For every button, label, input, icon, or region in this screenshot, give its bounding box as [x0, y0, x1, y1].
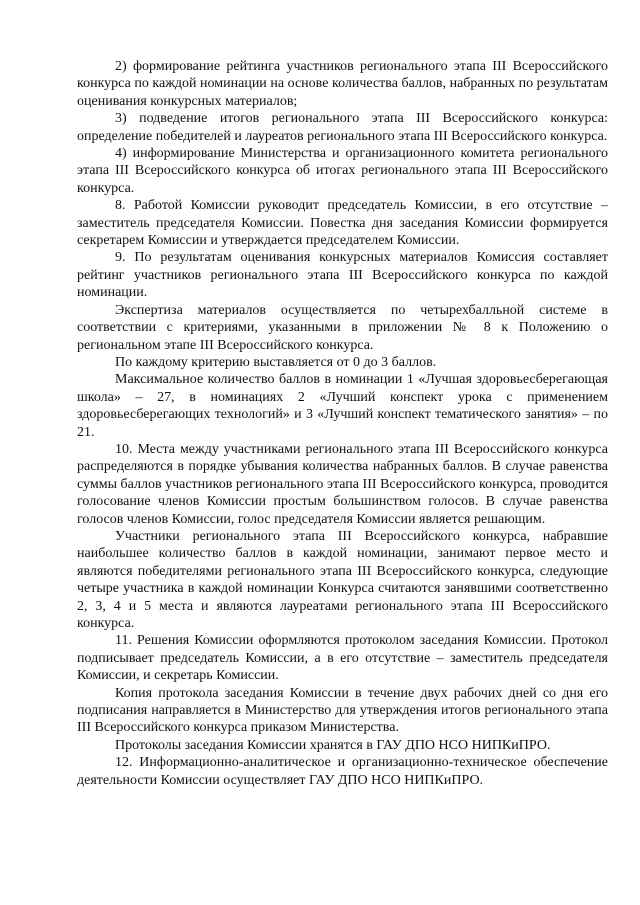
document-body [77, 58, 608, 789]
paragraph-criteria-score: По каждому критерию выставляется от 0 до 3 баллов. [115, 354, 437, 370]
paragraph-expertise: Экспертиза материалов осуществляется по четырехбалльной системе в соответствии с критериями, указанными в приложении № 8 к Положению о региональном этапе III Всероссийского конкурса. [77, 302, 608, 353]
paragraph-protocol-copy: Копия протокола заседания Комиссии в течение двух рабочих дней со дня его подписания направляется в Министерство для утверждения итогов регионального этапа III Всероссийского конкурса приказом Министерства. [77, 685, 608, 736]
paragraph-clause-8: 8. Работой Комиссии руководит председатель Комиссии, в его отсутствие – заместитель председателя Комиссии. Повестка дня заседания Комиссии формируется секретарем Комиссии и утверждается председателем Комиссии. [77, 198, 608, 249]
paragraph-winners: Участники регионального этапа III Всероссийского конкурса, набравшие наибольшее количество баллов в каждой номинации, занимают первое место и являются победителями регионального этапа III Всероссийского конкурса, следующие четыре участника в каждой номинации Конкурса считаются занявшими соответственно 2, 3, 4 и 5 места и являются лауреатами регионального этапа III Всероссийского конкурса. [77, 528, 608, 631]
paragraph-clause-9: 9. По результатам оценивания конкурсных материалов Комиссия составляет рейтинг участников регионального этапа III Всероссийского конкурса по каждой номинации. [77, 250, 608, 301]
paragraph-clause-10: 10. Места между участниками регионального этапа III Всероссийского конкурса распределяются в порядке убывания количества набранных баллов. В случае равенства суммы баллов участников регионального этапа III Всероссийского конкурса, проводится голосование членов Комиссии простым большинством голосов. В случае равенства голосов членов Комиссии, голос председателя Комиссии является решающим. [77, 441, 608, 527]
paragraph-clause-12: 12. Информационно-аналитическое и организационно-техническое обеспечение деятельности Комиссии осуществляет ГАУ ДПО НСО НИПКиПРО. [77, 755, 608, 788]
paragraph-item-3-results: 3) подведение итогов регионального этапа III Всероссийского конкурса: определение победителей и лауреатов регионального этапа III Всероссийского конкурса. [77, 111, 608, 144]
paragraph-clause-11: 11. Решения Комиссии оформляются протоколом заседания Комиссии. Протокол подписывает председатель Комиссии, а в его отсутствие – заместитель председателя Комиссии, и секретарь Комиссии. [77, 633, 608, 684]
paragraph-item-2-rating: 2) формирование рейтинга участников регионального этапа III Всероссийского конкурса по каждой номинации на основе количества баллов, набранных по результатам оценивания конкурсных материалов; [77, 59, 608, 109]
paragraph-item-4-informing: 4) информирование Министерства и организационного комитета регионального этапа III Всероссийского конкурса об итогах регионального этапа III Всероссийского конкурса. [77, 146, 608, 196]
paragraph-protocol-storage: Протоколы заседания Комиссии хранятся в ГАУ ДПО НСО НИПКиПРО. [115, 737, 551, 753]
paragraph-max-score: Максимальное количество баллов в номинации 1 «Лучшая здоровьесберегающая школа» – 27, в номинациях 2 «Лучший конспект урока с применением здоровьесберегающих технологий» и 3 «Лучший конспект тематического занятия» – по 21. [77, 372, 608, 440]
